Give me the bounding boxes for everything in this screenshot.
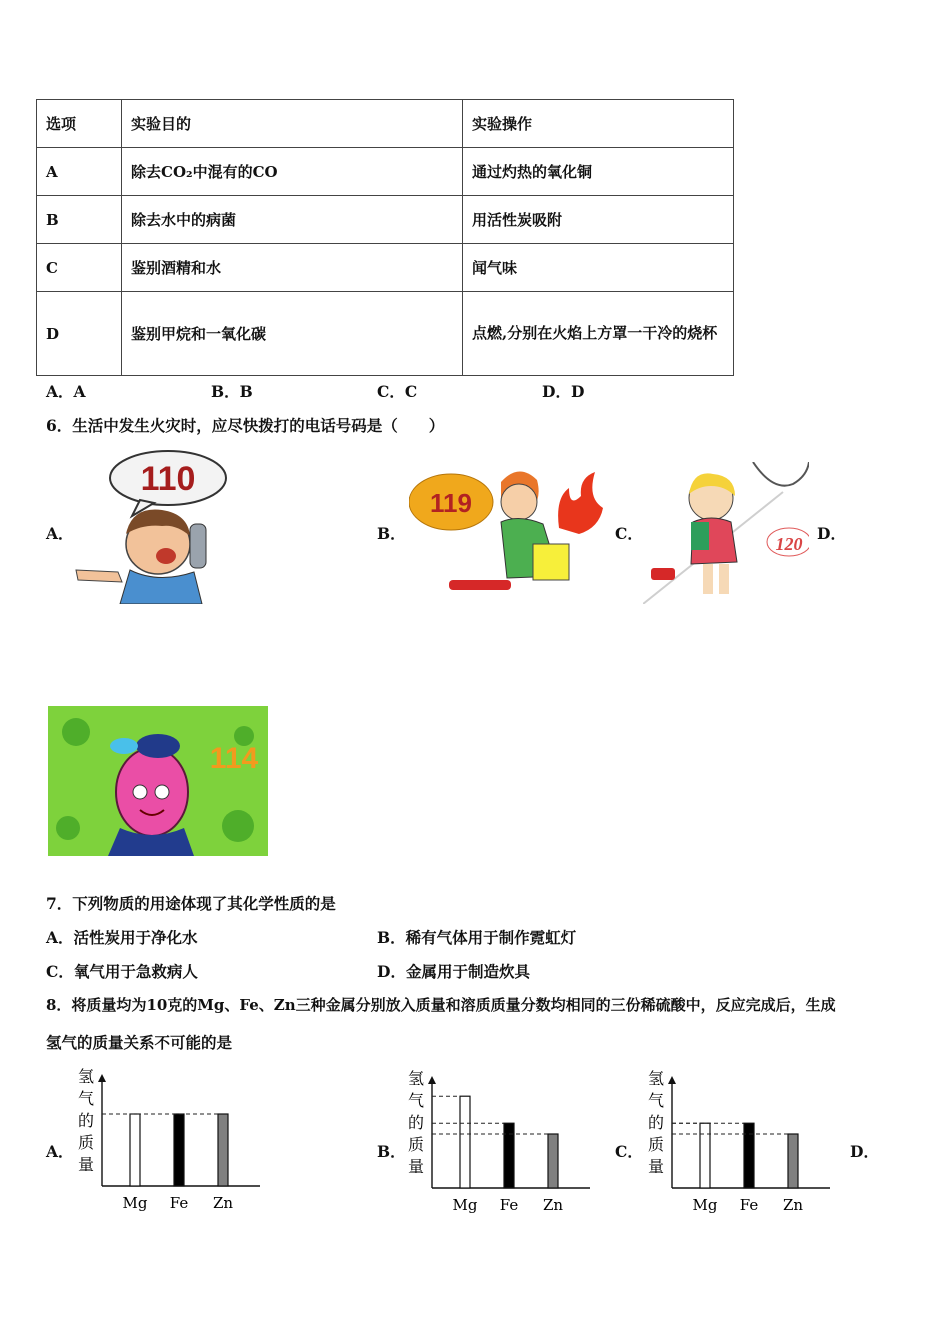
x-tick-label: Mg <box>452 1196 478 1214</box>
y-axis-label: 氢 <box>647 1069 665 1088</box>
answer-option-c[interactable]: C．C <box>377 382 418 401</box>
chart-b-svg <box>402 1062 602 1222</box>
y-axis-arrow <box>98 1074 106 1082</box>
header-cell: 实验操作 <box>463 100 734 148</box>
y-axis-label: 的 <box>407 1113 425 1132</box>
x-tick-label: Fe <box>169 1194 189 1212</box>
q6-option-d-label[interactable]: D． <box>817 524 846 543</box>
q7-option-a[interactable]: A．活性炭用于净化水 <box>46 928 198 947</box>
bubble-number: 114 <box>209 742 259 775</box>
bubble-number: 119 <box>430 488 472 518</box>
option-cell: C <box>37 244 122 292</box>
bar-zn <box>788 1134 798 1188</box>
q7-option-c[interactable]: C．氧气用于急救病人 <box>46 962 198 981</box>
q8-option-c-label[interactable]: C． <box>615 1142 643 1161</box>
y-axis-label: 氢 <box>407 1069 425 1088</box>
x-tick-label: Fe <box>499 1196 519 1214</box>
y-axis-label: 质 <box>407 1135 425 1154</box>
x-tick-label: Mg <box>122 1194 148 1212</box>
y-axis-arrow <box>668 1076 676 1084</box>
q8-option-a-label[interactable]: A． <box>46 1142 74 1161</box>
y-axis-label: 氢 <box>77 1067 95 1086</box>
picture-114-operator[interactable] <box>48 706 268 856</box>
y-axis-label: 量 <box>647 1157 665 1176</box>
y-axis-label: 质 <box>647 1135 665 1154</box>
y-axis-arrow <box>428 1076 436 1084</box>
purpose-cell: 除去CO₂中混有的CO <box>122 148 463 196</box>
option-cell: B <box>37 196 122 244</box>
q8-stem-line1: 8．将质量均为10克的Mg、Fe、Zn三种金属分别放入质量和溶质质量分数均相同的三份稀硫酸中，反应完成后，生成 <box>46 996 836 1014</box>
q8-chart-c <box>642 1062 842 1226</box>
y-axis-label: 的 <box>77 1111 95 1130</box>
q8-option-d-label[interactable]: D． <box>850 1142 879 1161</box>
bar-mg <box>460 1096 470 1188</box>
y-axis-label: 气 <box>77 1089 95 1108</box>
operation-cell: 通过灼热的氧化铜 <box>463 148 734 196</box>
q8-stem-line2: 氢气的质量关系不可能的是 <box>46 1033 233 1052</box>
answer-option-b[interactable]: B．B <box>211 382 253 401</box>
bar-zn <box>218 1114 228 1186</box>
table-header-row <box>37 100 734 148</box>
table-row <box>37 292 734 376</box>
bar-fe <box>744 1123 754 1188</box>
q7-option-b[interactable]: B．稀有气体用于制作霓虹灯 <box>377 928 577 947</box>
bar-fe <box>174 1114 184 1186</box>
x-tick-label: Zn <box>542 1196 564 1214</box>
picture-110-caller[interactable] <box>70 448 232 604</box>
picture-119-fire[interactable] <box>409 458 605 593</box>
operation-cell: 闻气味 <box>463 244 734 292</box>
bar-fe <box>504 1123 514 1188</box>
y-axis-label: 量 <box>77 1155 95 1174</box>
operation-cell: 点燃,分别在火焰上方罩一干冷的烧杯 <box>463 292 734 376</box>
table-row <box>37 244 734 292</box>
answer-option-a[interactable]: A．A <box>46 382 86 401</box>
chart-c-svg <box>642 1062 842 1222</box>
x-tick-label: Zn <box>212 1194 234 1212</box>
purpose-cell: 鉴别酒精和水 <box>122 244 463 292</box>
q6-option-a-label[interactable]: A． <box>46 524 74 543</box>
header-cell: 选项 <box>37 100 122 148</box>
x-tick-label: Fe <box>739 1196 759 1214</box>
bubble-number: 120 <box>775 534 803 554</box>
bar-mg <box>130 1114 140 1186</box>
option-cell: A <box>37 148 122 196</box>
picture-120-girl[interactable] <box>643 462 809 604</box>
y-axis-label: 气 <box>647 1091 665 1110</box>
q7-option-d[interactable]: D．金属用于制造炊具 <box>377 962 530 981</box>
q8-chart-a <box>72 1060 272 1224</box>
x-tick-label: Zn <box>782 1196 804 1214</box>
y-axis-label: 质 <box>77 1133 95 1152</box>
q7-stem: 7．下列物质的用途体现了其化学性质的是 <box>46 894 336 913</box>
x-tick-label: Mg <box>692 1196 718 1214</box>
bar-mg <box>700 1123 710 1188</box>
bubble-number: 110 <box>140 460 196 498</box>
y-axis-label: 气 <box>407 1091 425 1110</box>
y-axis-label: 的 <box>647 1113 665 1132</box>
q8-chart-b <box>402 1062 602 1226</box>
answer-option-d[interactable]: D．D <box>542 382 585 401</box>
chart-a-svg <box>72 1060 272 1220</box>
option-cell: D <box>37 292 122 376</box>
bar-zn <box>548 1134 558 1188</box>
q5-table <box>36 99 734 376</box>
purpose-cell: 鉴别甲烷和一氧化碳 <box>122 292 463 376</box>
table-row <box>37 148 734 196</box>
table-row <box>37 196 734 244</box>
q6-option-b-label[interactable]: B． <box>377 524 406 543</box>
q6-stem: 6．生活中发生火灾时，应尽快拨打的电话号码是（ ） <box>46 416 445 435</box>
purpose-cell: 除去水中的病菌 <box>122 196 463 244</box>
y-axis-label: 量 <box>407 1157 425 1176</box>
q8-option-b-label[interactable]: B． <box>377 1142 406 1161</box>
header-cell: 实验目的 <box>122 100 463 148</box>
q6-option-c-label[interactable]: C． <box>615 524 643 543</box>
operation-cell: 用活性炭吸附 <box>463 196 734 244</box>
